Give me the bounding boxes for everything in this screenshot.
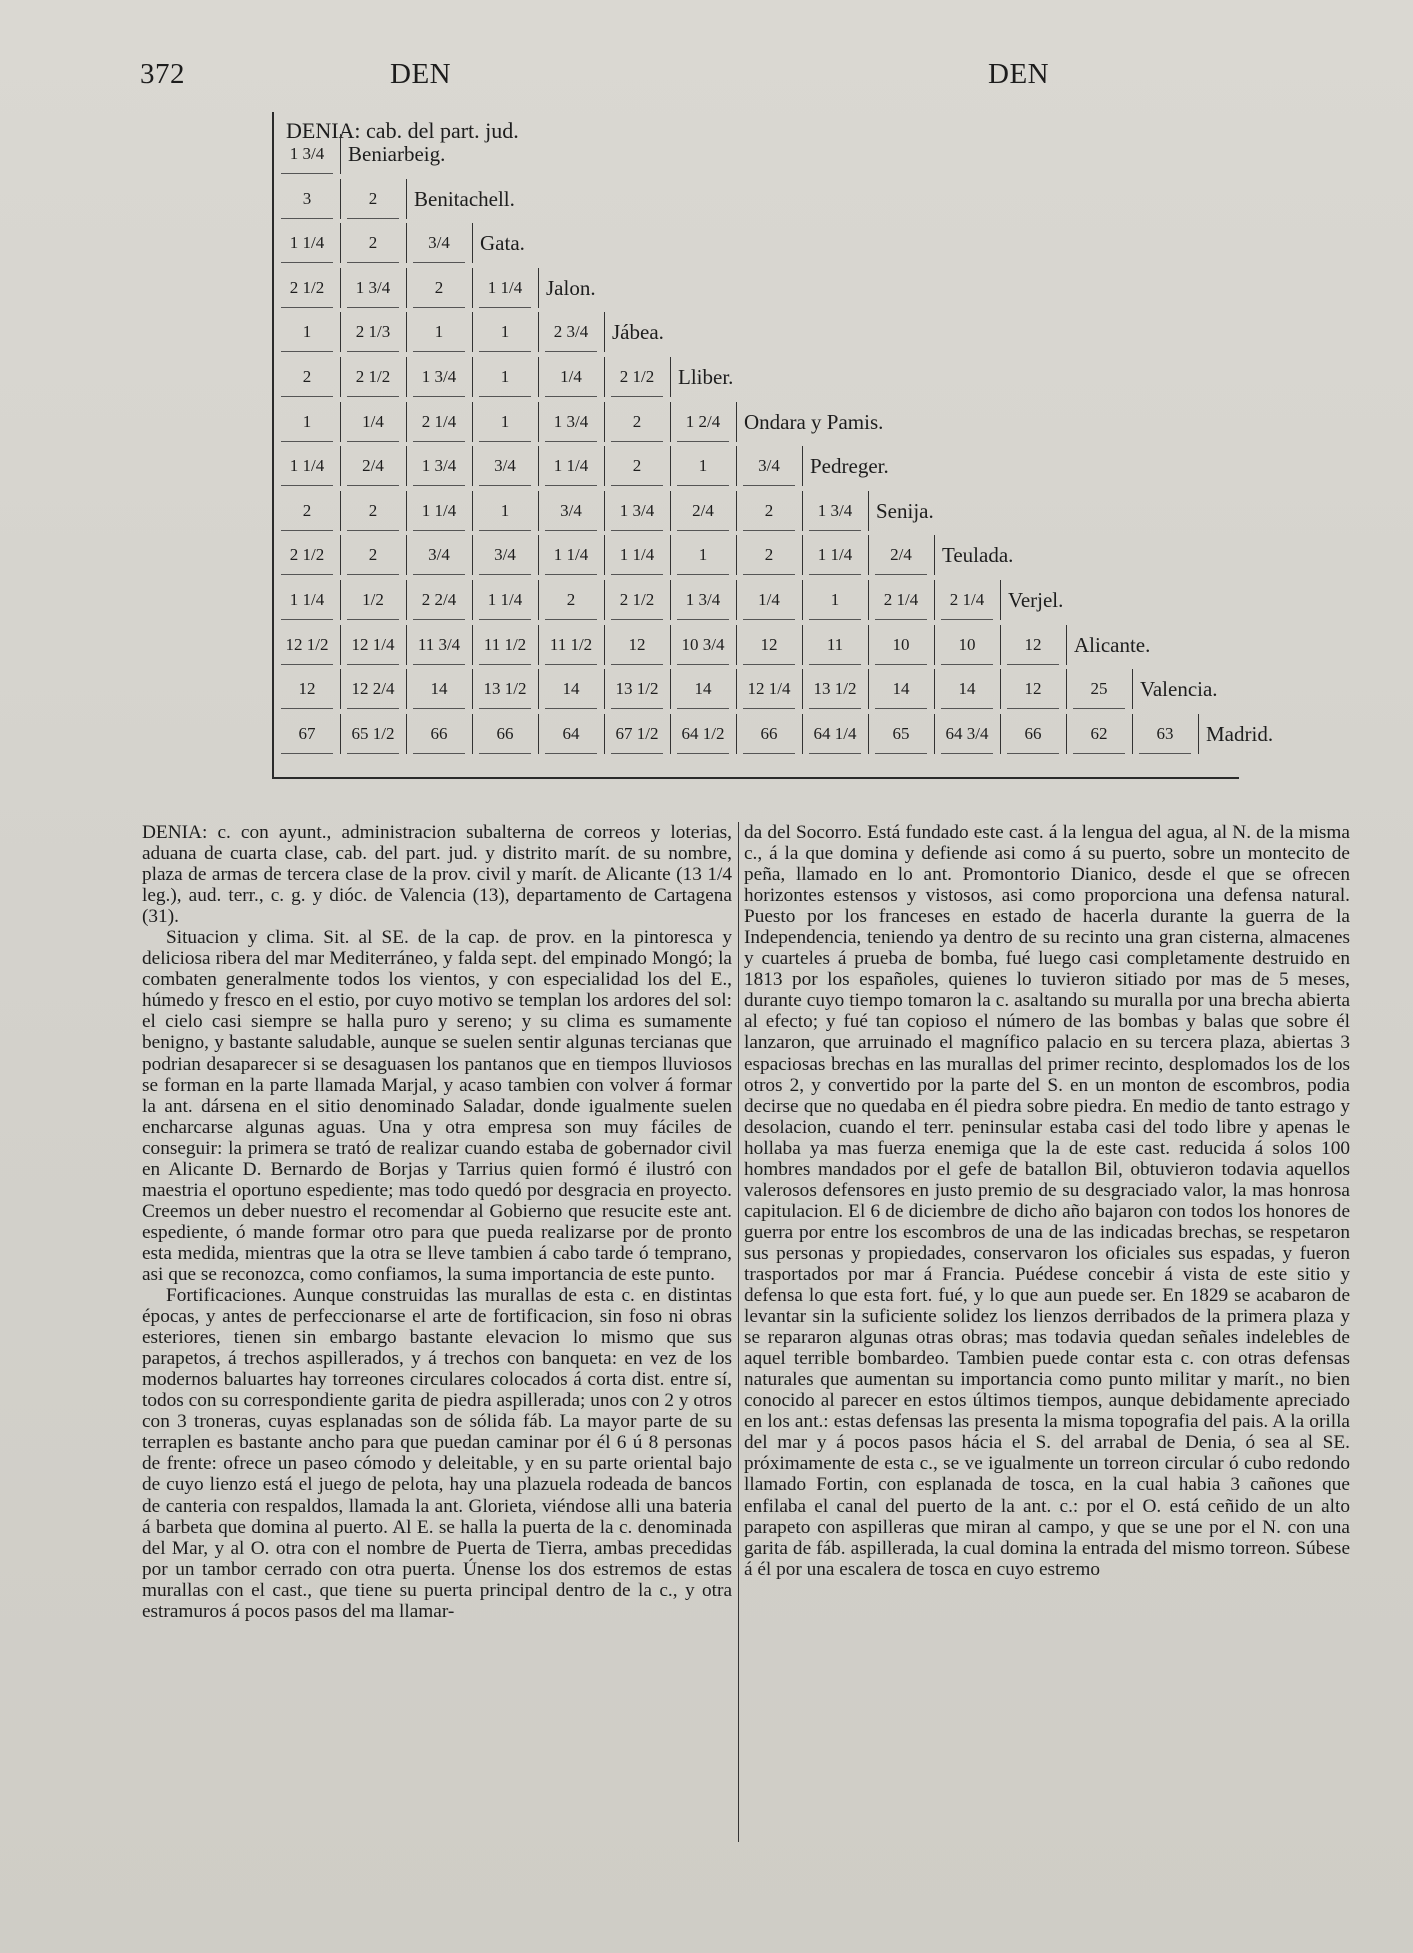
distance-cell: 2 1/3	[340, 312, 407, 352]
distance-cell: 2 1/2	[274, 268, 341, 308]
paragraph-castillo: da del Socorro. Está fundado este cast. á la lengua del agua, al N. de la misma c., á la que domina y defiende asi como á su puerto, sobre un montecito de peña, llamado en lo ant. Promontorio Dianico, desde el que se ofrecen horizontes estensos y vistosos, asi como proporciona una defensa natural. Puesto por los franceses en estado de hacerla durante la guerra de la Independencia, teniendo ya dentro de su recinto una gran cisterna, almacenes y cuarteles á prueba de bomba, fué luego casi completamente destruido en 1813 por los españoles, quienes lo tuvieron sitiado por mas de 5 meses, durante cuyo tiempo tomaron la c. asaltando su muralla por una brecha abierta al efecto; y fué tan copioso el número de las bombas y balas que sobre él lanzaron, que arruinado el magnífico palacio en su tercera plaza, abiertas 3 espaciosas brechas en las murallas del primer recinto, desplomados los de los otros 2, y convertido por la parte del S. en un monton de escombros, podia decirse que no quedaba en él piedra sobre piedra. En medio de tanto estrago y desolacion, cuando el terr. peninsular estaba casi del todo libre y apenas le hollaba ya mas fuerza enemiga que la de este cast. reducida á solos 100 hombres mandados por el gefe de batallon Bil, obtuvieron todavia aquellos valerosos defensores en justo premio de su desgraciado valor, la mas honrosa capitulacion. El 6 de diciembre de dicho año bajaron con todos los honores de guerra por entre los escombros de una de las indicadas brechas, se respetaron sus personas y propiedades, conservaron los oficiales sus espadas, y fueron trasportados por mar á Francia. Puédese concebir á vista de este sitio y defensa lo que esta fort. fué, y lo que aun puede ser. En 1829 se acabaron de levantar sin la suficiente solidez los lienzos derribados de la primera plaza y se repararon algunas otras obras; mas todavia quedan señales indelebles de aquel terrible bombardeo. Tambien puede contar esta c. con otras defensas naturales que aumentan su importancia como punto militar y marít., no bien conocido al parecer en estos últimos tiempos, aunque debidamente apreciado en los ant.: estas defensas las presenta la misma topografia del pais. A la orilla del mar y á pocos pasos hácia el S. del arrabal de Denia, ó sea al SE. próximamente de esta c., se ve igualmente un torreon circular ó cubo redondo llamado Fortin, con esplanada de tosca, en la cual habia 3 cañones que enfilaba el canal del puerto de la ant. c.: por el O. está ceñido de un alto parapeto con aspilleras que miran al campo, y que se une por el N. con una garita de fáb. aspillerada, la cual domina la entrada del mismo torreon. Súbese á él por una escalera de tosca en cuyo estremo	[744, 822, 1350, 1580]
distance-cell: 1 3/4	[670, 580, 737, 620]
distance-cell: 64 3/4	[934, 714, 1001, 754]
distance-cell: 62	[1066, 714, 1133, 754]
distance-cell: 12 1/2	[274, 625, 341, 665]
distance-cell: 2	[274, 491, 341, 531]
paragraph-intro: DENIA: c. con ayunt., administracion subalterna de correos y loterias, aduana de cuarta clase, cab. del part. jud. y distrito marít. de su nombre, plaza de armas de tercera clase de la prov. civil y marít. de Alicante (13 1/4 leg.), aud. terr., c. g. y dióc. de Valencia (13), departamento de Cartagena (31).	[142, 822, 732, 928]
distance-cell: 13 1/2	[802, 669, 869, 709]
distance-cell: 1 3/4	[604, 491, 671, 531]
distance-cell: 63	[1132, 714, 1199, 754]
distance-town-label: Ondara y Pamis.	[744, 409, 884, 434]
distance-cell: 14	[406, 669, 473, 709]
distance-cell: 1	[472, 491, 539, 531]
distance-cell: 2	[736, 535, 803, 575]
distance-cell: 1 3/4	[274, 134, 341, 174]
distance-cell: 3	[274, 179, 341, 219]
distance-town-label: Jalon.	[546, 275, 596, 300]
distance-cell: 1 3/4	[406, 446, 473, 486]
distance-cell: 64	[538, 714, 605, 754]
distance-cell: 2	[736, 491, 803, 531]
distance-town-label: Valencia.	[1140, 677, 1218, 702]
distance-cell: 66	[1000, 714, 1067, 754]
distance-table	[272, 112, 1274, 779]
distance-cell: 1 3/4	[406, 357, 473, 397]
distance-cell: 2	[340, 491, 407, 531]
distance-cell: 12	[1000, 625, 1067, 665]
distance-cell: 2 1/4	[406, 402, 473, 442]
distance-town-label: Lliber.	[678, 365, 734, 389]
distance-cell: 66	[406, 714, 473, 754]
distance-cell: 12	[1000, 669, 1067, 709]
distance-cell: 12	[274, 669, 341, 709]
distance-cell: 2 1/4	[934, 580, 1001, 620]
distance-cell: 2/4	[670, 491, 737, 531]
distance-cell: 2	[406, 268, 473, 308]
distance-town-label: Alicante.	[1074, 632, 1151, 657]
distance-cell: 1	[274, 402, 341, 442]
distance-cell: 2/4	[340, 446, 407, 486]
text-column-right	[744, 822, 1350, 1580]
running-head-left: DEN	[390, 58, 452, 90]
distance-town-label: Verjel.	[1008, 588, 1064, 612]
distance-cell: 67	[274, 714, 341, 754]
distance-cell: 2 1/2	[340, 357, 407, 397]
distance-cell: 10 3/4	[670, 625, 737, 665]
distance-table-title: DENIA: cab. del part. jud.	[286, 118, 519, 143]
distance-cell: 1 1/4	[274, 580, 341, 620]
distance-cell: 2 3/4	[538, 312, 605, 352]
page-number: 372	[140, 58, 185, 90]
distance-cell: 1 3/4	[340, 268, 407, 308]
distance-town-label: Madrid.	[1206, 721, 1274, 746]
distance-cell: 11 1/2	[472, 625, 539, 665]
distance-town-label: Pedreger.	[810, 454, 889, 479]
text-column-left	[142, 822, 732, 1622]
distance-cell: 12 1/4	[340, 625, 407, 665]
distance-cell: 3/4	[472, 446, 539, 486]
distance-cell: 1 1/4	[538, 446, 605, 486]
distance-cell: 64 1/2	[670, 714, 737, 754]
paragraph-fortificaciones: Fortificaciones. Aunque construidas las murallas de esta c. en distintas épocas, y antes de perfeccionarse el arte de fortificacion, sin foso ni obras esteriores, tienen sin embargo bastante elevacion lo mismo que sus parapetos, á trechos aspillerados, y á trechos con banqueta: en vez de los modernos baluartes hay torreones circulares colocados á corta dist. entre sí, todos con su correspondiente garita de piedra aspillerada; unos con 2 y otros con 3 troneras, cuyas esplanadas son de sólida fáb. La mayor parte de su terraplen es bastante ancho para que puedan caminar por él 6 ú 8 personas de frente: ofrece un paseo cómodo y deleitable, y en su parte oriental bajo de cuyo lienzo está el juego de pelota, hay una plazuela rodeada de bancos de canteria con respaldos, llamada la ant. Glorieta, viéndose alli una bateria á barbeta que domina al puerto. Al E. se halla la puerta de la c. denominada del Mar, y al O. otra con el nombre de Puerta de Tierra, ambas precedidas por un tambor cerrado con otra puerta. Únense los dos estremos de estas murallas con el cast., que tiene su puerta principal dentro de la c., y otra estramuros á pocos pasos del ma llamar-	[142, 1285, 732, 1622]
paragraph-situacion: Situacion y clima. Sit. al SE. de la cap. de prov. en la pintoresca y deliciosa ribera del mar Mediterráneo, y falda sept. del empinado Mongó; la combaten generalmente todos los vientos, y con especialidad los del E., húmedo y fresco en el estio, por cuyo motivo se templan los ardores del sol: el cielo casi siempre se halla puro y sereno; y su clima es sumamente benigno, y bastante saludable, aunque se suelen sentir algunas tercianas que podrian desaparecer si se desaguasen los pantanos que en tiempos lluviosos se forman en la parte llamada Marjal, y acaso tambien con volver á formar la ant. dársena en el sitio denominado Saladar, donde igualmente suelen encharcarse algunas aguas. Una y otra empresa son muy fáciles de conseguir: la primera se trató de realizar cuando estaba de gobernador civil en Alicante D. Bernardo de Borjas y Tarrius quien formó é ilustró con maestria el oportuno espediente; mas todo quedó por desgracia en proyecto. Creemos un deber nuestro el recomendar al Gobierno que resucite este ant. espediente, ó mande formar otro para que pueda realizarse por de pronto esta medida, mientras que la otra se lleve tambien á cabo tarde ó temprano, asi que se reconozca, como confiamos, la suma importancia de este punto.	[142, 927, 732, 1285]
distance-town-label: Beniarbeig.	[348, 142, 446, 166]
distance-cell: 2 2/4	[406, 580, 473, 620]
distance-cell: 1 2/4	[670, 402, 737, 442]
distance-cell: 66	[736, 714, 803, 754]
distance-cell: 3/4	[736, 446, 803, 486]
distance-cell: 66	[472, 714, 539, 754]
distance-cell: 1 3/4	[538, 402, 605, 442]
distance-cell: 1	[670, 446, 737, 486]
distance-cell: 3/4	[406, 535, 473, 575]
distance-cell: 1 1/4	[472, 268, 539, 308]
distance-cell: 1	[472, 357, 539, 397]
distance-cell: 12	[736, 625, 803, 665]
distance-cell: 14	[868, 669, 935, 709]
distance-cell: 3/4	[472, 535, 539, 575]
distance-cell: 1 1/4	[274, 223, 341, 263]
distance-cell: 1 1/4	[472, 580, 539, 620]
distance-cell: 2 1/2	[274, 535, 341, 575]
distance-cell: 2 1/2	[604, 357, 671, 397]
distance-cell: 65	[868, 714, 935, 754]
distance-cell: 14	[934, 669, 1001, 709]
distance-cell: 2 1/2	[604, 580, 671, 620]
distance-cell: 2	[274, 357, 341, 397]
distance-town-label: Jábea.	[612, 320, 664, 345]
distance-cell: 2 1/4	[868, 580, 935, 620]
distance-cell: 64 1/4	[802, 714, 869, 754]
distance-cell: 1	[472, 312, 539, 352]
distance-town-label: Senija.	[876, 498, 934, 523]
distance-cell: 14	[670, 669, 737, 709]
distance-cell: 11 1/2	[538, 625, 605, 665]
distance-cell: 1	[670, 535, 737, 575]
distance-cell: 2	[538, 580, 605, 620]
distance-cell: 1	[472, 402, 539, 442]
distance-cell: 1	[802, 580, 869, 620]
distance-cell: 1/2	[340, 580, 407, 620]
distance-cell: 11 3/4	[406, 625, 473, 665]
distance-cell: 2/4	[868, 535, 935, 575]
distance-cell: 1	[406, 312, 473, 352]
distance-cell: 13 1/2	[472, 669, 539, 709]
distance-cell: 1/4	[340, 402, 407, 442]
running-head-right: DEN	[988, 58, 1050, 90]
distance-town-label: Teulada.	[942, 543, 1014, 568]
distance-cell: 12 1/4	[736, 669, 803, 709]
distance-town-label: Gata.	[480, 231, 525, 256]
distance-cell: 12 2/4	[340, 669, 407, 709]
distance-cell: 1	[274, 312, 341, 352]
distance-cell: 67 1/2	[604, 714, 671, 754]
distance-cell: 1 3/4	[802, 491, 869, 531]
distance-cell: 3/4	[406, 223, 473, 263]
distance-cell: 1 1/4	[604, 535, 671, 575]
distance-cell: 1 1/4	[406, 491, 473, 531]
column-divider	[738, 822, 739, 1842]
distance-cell: 3/4	[538, 491, 605, 531]
distance-cell: 2	[340, 535, 407, 575]
distance-cell: 2	[604, 402, 671, 442]
distance-cell: 1/4	[736, 580, 803, 620]
distance-cell: 10	[868, 625, 935, 665]
distance-cell: 25	[1066, 669, 1133, 709]
distance-cell: 14	[538, 669, 605, 709]
distance-cell: 2	[340, 179, 407, 219]
distance-cell: 1/4	[538, 357, 605, 397]
distance-cell: 65 1/2	[340, 714, 407, 754]
distance-cell: 12	[604, 625, 671, 665]
distance-cell: 10	[934, 625, 1001, 665]
distance-town-label: Benitachell.	[414, 186, 515, 211]
distance-cell: 1 1/4	[538, 535, 605, 575]
distance-cell: 13 1/2	[604, 669, 671, 709]
distance-cell: 2	[340, 223, 407, 263]
distance-cell: 1 1/4	[274, 446, 341, 486]
distance-cell: 11	[802, 625, 869, 665]
distance-cell: 1 1/4	[802, 535, 869, 575]
distance-cell: 2	[604, 446, 671, 486]
